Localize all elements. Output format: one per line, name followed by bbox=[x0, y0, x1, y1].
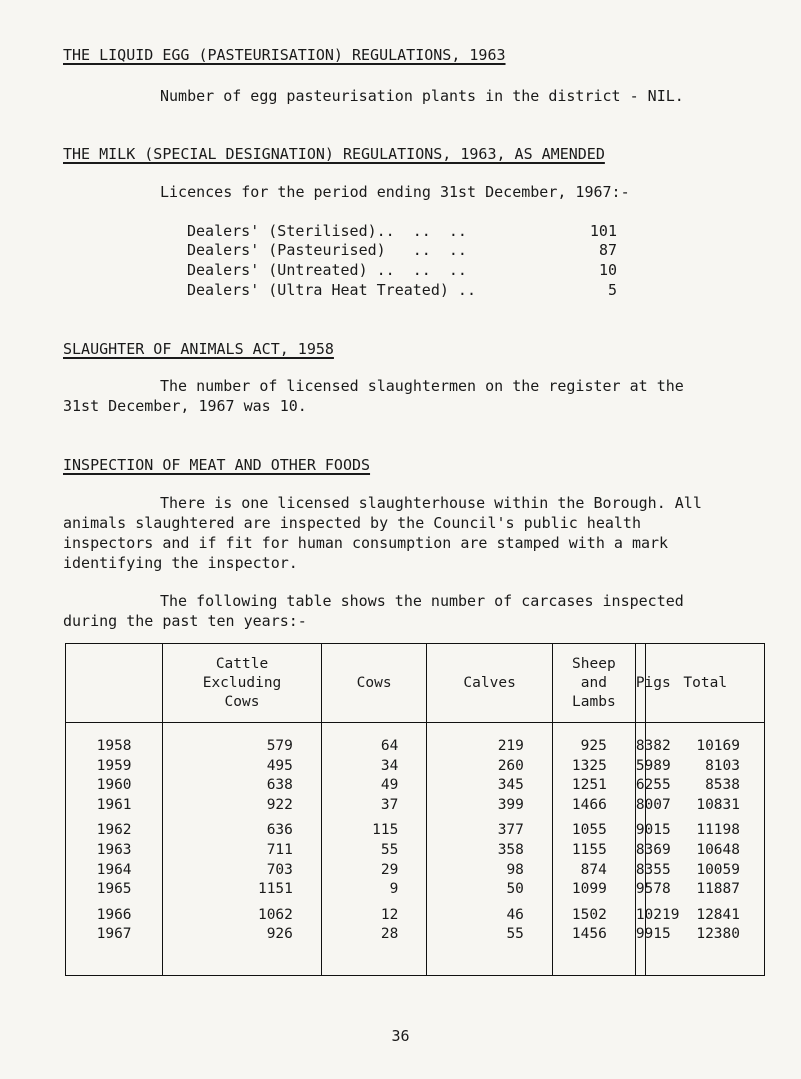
inspection-para1-line: animals slaughtered are inspected by the Council's public health bbox=[63, 514, 641, 532]
page-number: 36 bbox=[391, 1027, 410, 1045]
year-cell: 1958 bbox=[96, 738, 132, 754]
licences-intro: Licences for the period ending 31st December, 1967:- bbox=[160, 183, 630, 201]
slaughter-act-heading: SLAUGHTER OF ANIMALS ACT, 1958 bbox=[63, 340, 334, 358]
value-cell: 1466 bbox=[571, 796, 607, 813]
header-sheep: Sheep and Lambs bbox=[552, 644, 635, 723]
header-cattle: Cattle Excluding Cows bbox=[163, 644, 322, 723]
value-cell: 12841 bbox=[696, 906, 740, 923]
value-cell: 926 bbox=[266, 926, 293, 943]
value-cell: 636 bbox=[266, 822, 293, 839]
licence-row-pasteurised bbox=[187, 241, 617, 260]
value-cell: 98 bbox=[506, 861, 524, 878]
inspection-para1-line: identifying the inspector. bbox=[63, 554, 298, 572]
value-cell: 1502 bbox=[571, 906, 607, 923]
licence-label: Dealers' (Pasteurised) .. .. bbox=[187, 241, 467, 259]
header-cows: Cows bbox=[321, 644, 426, 723]
value-cell: 358 bbox=[497, 841, 524, 858]
value-cell: 49 bbox=[380, 777, 399, 794]
inspection-para2-line: during the past ten years:- bbox=[63, 612, 307, 630]
value-cell: 922 bbox=[266, 796, 293, 813]
value-cell: 10169 bbox=[696, 738, 740, 754]
value-cell: 345 bbox=[497, 777, 524, 794]
pigs-column: 8382 5989 6255 8007 9015 8369 8355 9578 10219 9915 bbox=[635, 723, 646, 976]
value-cell: 37 bbox=[380, 796, 399, 813]
licence-row-ultra-heat bbox=[187, 281, 617, 300]
value-cell: 1055 bbox=[571, 822, 607, 839]
value-cell: 12 bbox=[380, 906, 399, 923]
value-cell: 55 bbox=[506, 926, 524, 943]
value-cell: 399 bbox=[497, 796, 524, 813]
year-cell: 1963 bbox=[96, 841, 132, 858]
value-cell: 11198 bbox=[696, 822, 740, 839]
year-cell: 1967 bbox=[96, 926, 132, 943]
licence-label: Dealers' (Ultra Heat Treated) .. bbox=[187, 281, 476, 299]
sheep-column bbox=[552, 723, 635, 976]
carcases-inspected-table bbox=[65, 643, 765, 976]
value-cell: 377 bbox=[497, 822, 524, 839]
value-cell: 8103 bbox=[705, 757, 740, 774]
year-column bbox=[66, 723, 163, 976]
licence-value: 87 bbox=[598, 241, 617, 259]
header-calves: Calves bbox=[427, 644, 553, 723]
licence-label: Dealers' (Sterilised).. .. .. bbox=[187, 222, 467, 240]
value-cell: 579 bbox=[266, 738, 293, 754]
value-cell: 9 bbox=[389, 881, 399, 898]
value-cell: 64 bbox=[380, 738, 399, 754]
value-cell: 1062 bbox=[257, 906, 293, 923]
value-cell: 703 bbox=[266, 861, 293, 878]
value-cell: 50 bbox=[506, 881, 524, 898]
inspection-para1-line: There is one licensed slaughterhouse within the Borough. All bbox=[160, 494, 702, 512]
licence-row-untreated bbox=[187, 261, 617, 280]
year-cell: 1959 bbox=[96, 757, 132, 774]
value-cell: 55 bbox=[380, 841, 399, 858]
inspection-para2-line: The following table shows the number of carcases inspected bbox=[160, 592, 684, 610]
value-cell: 10059 bbox=[696, 861, 740, 878]
value-cell: 1325 bbox=[571, 757, 607, 774]
egg-regulations-heading: THE LIQUID EGG (PASTEURISATION) REGULATIONS, 1963 bbox=[63, 46, 506, 64]
inspection-para1-line: inspectors and if fit for human consumption are stamped with a mark bbox=[63, 534, 669, 552]
value-cell: 260 bbox=[497, 757, 524, 774]
cattle-column bbox=[163, 723, 322, 976]
value-cell: 711 bbox=[266, 841, 293, 858]
slaughtermen-line-1: The number of licensed slaughtermen on the register at the bbox=[160, 377, 684, 395]
value-cell: 925 bbox=[580, 738, 607, 754]
licence-value: 101 bbox=[589, 222, 617, 240]
value-cell: 8538 bbox=[705, 777, 740, 794]
milk-regulations-heading: THE MILK (SPECIAL DESIGNATION) REGULATIONS, 1963, AS AMENDED bbox=[63, 145, 605, 163]
header-total: Total bbox=[646, 644, 765, 723]
value-cell: 219 bbox=[497, 738, 524, 754]
value-cell: 874 bbox=[580, 861, 607, 878]
cows-column bbox=[321, 723, 426, 976]
licence-value: 10 bbox=[598, 261, 617, 279]
value-cell: 11887 bbox=[696, 881, 740, 898]
egg-plants-text: Number of egg pasteurisation plants in the district - NIL. bbox=[160, 87, 684, 105]
value-cell: 1099 bbox=[571, 881, 607, 898]
value-cell: 10648 bbox=[696, 841, 740, 858]
value-cell: 1251 bbox=[571, 777, 607, 794]
value-cell: 46 bbox=[506, 906, 524, 923]
meat-inspection-heading: INSPECTION OF MEAT AND OTHER FOODS bbox=[63, 456, 371, 474]
header-year bbox=[66, 644, 163, 723]
table-header-row bbox=[66, 644, 765, 723]
value-cell: 28 bbox=[380, 926, 399, 943]
licence-row-sterilised bbox=[187, 222, 617, 241]
year-cell: 1962 bbox=[96, 822, 132, 839]
value-cell: 115 bbox=[372, 822, 399, 839]
licence-value: 5 bbox=[607, 281, 617, 299]
year-cell: 1961 bbox=[96, 796, 132, 813]
year-cell: 1960 bbox=[96, 777, 132, 794]
value-cell: 34 bbox=[380, 757, 399, 774]
slaughtermen-line-2: 31st December, 1967 was 10. bbox=[63, 397, 307, 415]
value-cell: 10831 bbox=[696, 796, 740, 813]
value-cell: 29 bbox=[380, 861, 399, 878]
licence-label: Dealers' (Untreated) .. .. .. bbox=[187, 261, 467, 279]
value-cell: 638 bbox=[266, 777, 293, 794]
value-cell: 1456 bbox=[571, 926, 607, 943]
value-cell: 495 bbox=[266, 757, 293, 774]
value-cell: 1151 bbox=[257, 881, 293, 898]
year-cell: 1964 bbox=[96, 861, 132, 878]
header-pigs: Pigs bbox=[635, 644, 646, 723]
value-cell: 12380 bbox=[696, 926, 740, 943]
year-cell: 1965 bbox=[96, 881, 132, 898]
value-cell: 1155 bbox=[571, 841, 607, 858]
year-cell: 1966 bbox=[96, 906, 132, 923]
calves-column bbox=[427, 723, 553, 976]
